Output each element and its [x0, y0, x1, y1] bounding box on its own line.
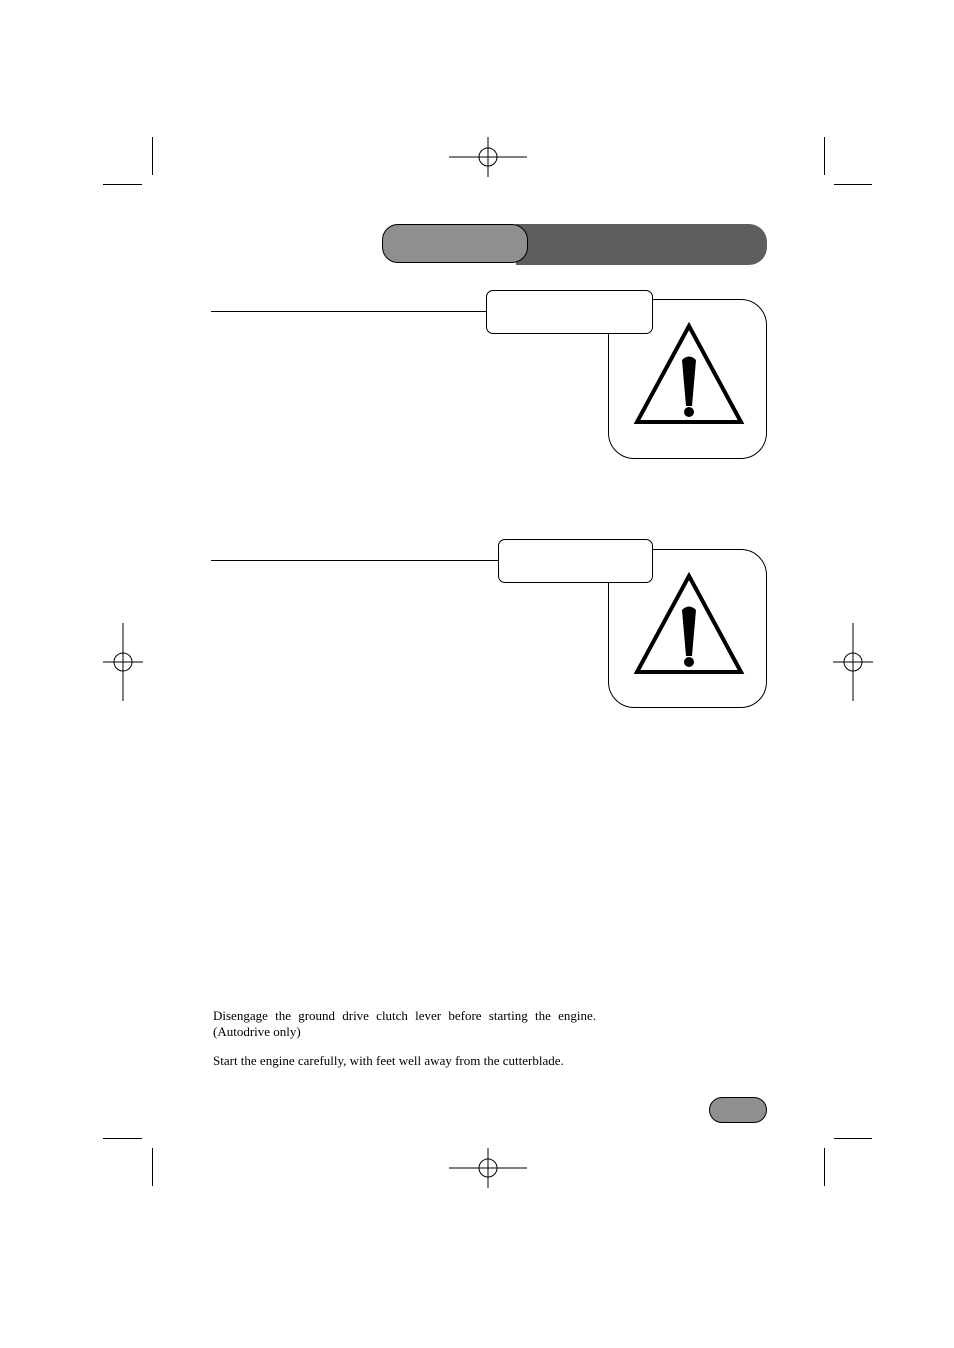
- crop-mark-top-left-horizontal: [103, 184, 142, 185]
- clutch-instruction: [213, 1008, 596, 1040]
- start-instruction: [213, 1053, 596, 1069]
- crop-mark-top-right-vertical: [824, 137, 825, 175]
- warning-triangle-icon: [633, 572, 745, 676]
- registration-crosshair-icon: [833, 623, 873, 701]
- crop-mark-top-left-vertical: [152, 137, 153, 175]
- crop-mark-bottom-right-vertical: [824, 1148, 825, 1186]
- registration-crosshair-icon: [449, 1148, 527, 1188]
- header-tab-light: [382, 224, 528, 263]
- registration-crosshair-icon: [449, 137, 527, 177]
- start-instruction-line: Start the engine carefully, with feet well away from the cutterblade.: [213, 1053, 564, 1068]
- section-label-box-1: [486, 290, 653, 334]
- section-label-box-2: [498, 539, 653, 583]
- crop-mark-bottom-left-vertical: [152, 1148, 153, 1186]
- crop-mark-bottom-right-horizontal: [834, 1138, 872, 1139]
- section-rule-2: [211, 560, 499, 561]
- header-tab-dark: [516, 224, 767, 265]
- crop-mark-top-right-horizontal: [834, 184, 872, 185]
- page-number-pill: [709, 1097, 767, 1123]
- registration-crosshair-icon: [103, 623, 143, 701]
- clutch-instruction-line: Disengage the ground drive clutch lever before starting the engine.: [213, 1008, 596, 1023]
- crop-mark-bottom-left-horizontal: [103, 1138, 142, 1139]
- section-rule-1: [211, 311, 487, 312]
- clutch-instruction-note: (Autodrive only): [213, 1024, 301, 1039]
- warning-triangle-icon: [633, 322, 745, 426]
